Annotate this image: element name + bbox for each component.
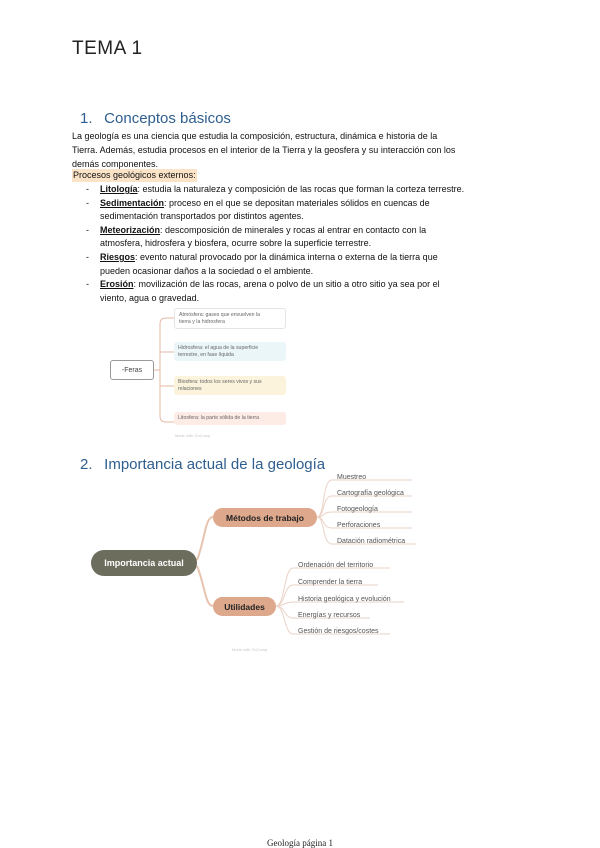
dash-bullet: -: [86, 224, 89, 235]
term-meteorizacion: Meteorización: [100, 224, 161, 235]
branch-lines: [197, 517, 213, 606]
definition-continued: pueden ocasionar daños a la sociedad o el ambiente.: [100, 265, 314, 276]
dash-bullet: -: [86, 251, 89, 262]
definition-continued: sedimentación transportados por distintos agentes.: [100, 211, 304, 222]
metodos-branch-node: Métodos de trabajo: [213, 508, 317, 527]
leaf-energias: Energías y recursos: [298, 612, 361, 619]
term-sedimentacion: Sedimentación: [100, 197, 165, 208]
intro-line-2: Tierra. Además, estudia procesos en el interior de la Tierra y la geosfera y su interacción con los: [72, 145, 456, 155]
node-line: Atmósfera: gases que envuelven la: [179, 312, 261, 318]
leaf-datacion: Datación radiométrica: [337, 538, 406, 545]
leaf-perforaciones: Perforaciones: [337, 522, 381, 529]
leaf-ordenacion: Ordenación del territorio: [298, 562, 374, 569]
leaf-lines: [276, 480, 416, 634]
leaf-historia: Historia geológica y evolución: [298, 596, 391, 603]
node-line: Litosfera: la parte sólida de la tierra: [178, 415, 260, 421]
page-title: TEMA 1: [72, 38, 143, 59]
leaf-comprender: Comprender la tierra: [298, 579, 363, 586]
term-litologia: Litología: [100, 184, 138, 194]
section-1-title: Conceptos básicos: [104, 110, 231, 127]
feras-root-node: -Feras: [110, 360, 154, 380]
definition: : evento natural provocado por la dinámica interna o externa de la tierra que: [135, 251, 438, 262]
importancia-root-node: Importancia actual: [91, 550, 197, 576]
node-line: tierra y la hidrosfera: [179, 318, 225, 325]
processes-label: Procesos geológicos externos:: [73, 170, 196, 180]
term-erosion: Erosión: [100, 279, 134, 290]
term-riesgos: Riesgos: [100, 251, 136, 262]
definition-continued: atmosfera, hidrosfera y biosfera, ocurre sobre la superficie terrestre.: [100, 238, 372, 249]
intro-line-1: La geología es una ciencia que estudia la composición, estructura, dinámica e historia de la: [72, 131, 438, 141]
utilidades-branch-node: Utilidades: [213, 597, 276, 616]
dash-bullet: -: [86, 184, 89, 194]
dash-bullet: -: [86, 279, 89, 290]
mindmap-1-watermark: Made with GoConqr: [175, 433, 211, 438]
node-line: Hidrosfera: el agua de la superficie: [178, 345, 259, 351]
leaf-cartografia: Cartografía geológica: [337, 490, 404, 497]
node-line: terrestre, en fase líquida: [178, 351, 234, 358]
leaf-muestreo: Muestreo: [337, 474, 367, 481]
definition: : estudia la naturaleza y composición de las rocas que forman la corteza terrestre.: [137, 184, 465, 194]
node-line: Biosfera: todos los seres vivos y sus: [178, 379, 262, 385]
dash-bullet: -: [86, 197, 89, 208]
section-2-number: 2.: [80, 456, 93, 473]
intro-line-3: demás componentes.: [72, 159, 159, 169]
node-line: relaciones: [178, 385, 202, 392]
page-footer: Geología página 1: [267, 838, 333, 848]
section-1-number: 1.: [80, 110, 93, 127]
definition: : descomposición de minerales y rocas al entrar en contacto con la: [160, 224, 427, 235]
section-2-title: Importancia actual de la geología: [104, 456, 326, 473]
leaf-gestion: Gestión de riesgos/costes: [298, 628, 379, 635]
leaf-fotogeologia: Fotogeología: [337, 506, 378, 513]
definition: : movilización de las rocas, arena o polvo de un sitio a otro sitio ya sea por el: [133, 279, 440, 290]
mindmap-2-watermark: Made with GoConqr: [232, 647, 268, 652]
definition: : proceso en el que se depositan materiales sólidos en cuencas de: [164, 197, 430, 208]
definition-continued: viento, agua o gravedad.: [100, 292, 200, 303]
